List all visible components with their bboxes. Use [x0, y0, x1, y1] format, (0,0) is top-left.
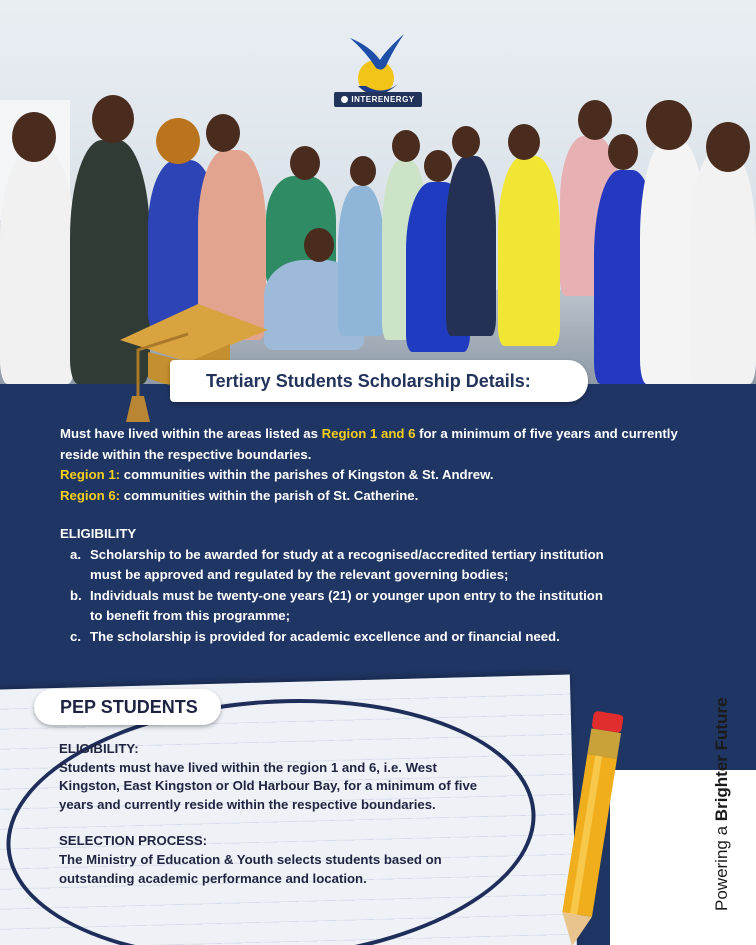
- tertiary-details: [60, 424, 690, 647]
- eligibility-item: [70, 586, 690, 627]
- pep-title: PEP STUDENTS: [34, 689, 221, 725]
- region-1-label: Region 1:: [60, 467, 121, 482]
- pep-selection-text: The Ministry of Education & Youth selects students based on outstanding academic performance and location.: [59, 851, 442, 886]
- pencil-icon: [536, 706, 626, 945]
- photo-person-head: [350, 156, 376, 186]
- photo-person: [690, 150, 756, 384]
- photo-person-head: [608, 134, 638, 170]
- brand-tagline: [712, 671, 732, 911]
- brand-badge-icon: [341, 96, 348, 103]
- photo-person: [338, 186, 384, 336]
- photo-person-head: [92, 95, 134, 143]
- region-6-label: Region 6:: [60, 487, 121, 503]
- eligibility-marker: c.: [70, 628, 81, 644]
- eligibility-text: The scholarship is provided for academic excellence and or financial need.: [90, 628, 560, 644]
- tagline-panel: [610, 770, 756, 945]
- brand-name: INTERENERGY: [351, 95, 415, 104]
- photo-person: [498, 156, 560, 346]
- tagline-prefix: Powering a: [712, 825, 731, 911]
- eligibility-text: Scholarship to be awarded for study at a recognised/accredited tertiary institution must be approved and regulated by the relevant governing bodies;: [90, 546, 604, 582]
- region-6-line: [60, 486, 690, 507]
- region-6-text: communities within the parish of St. Catherine.: [120, 487, 419, 503]
- eligibility-item: [70, 627, 690, 648]
- eligibility-heading: ELIGIBILITY: [60, 526, 137, 541]
- residency-text-end: for a minimum of five years and currently reside within the respective boundaries.: [60, 426, 678, 462]
- photo-person-head: [508, 124, 540, 160]
- residency-highlight: Region 1 and 6: [321, 426, 416, 441]
- photo-person-head: [392, 130, 420, 162]
- pep-eligibility-heading: ELIGIBILITY:: [59, 741, 139, 756]
- eligibility-text: Individuals must be twenty-one years (21) or younger upon entry to the institution to benefit from this programme;: [90, 587, 603, 623]
- brand-badge: [334, 92, 422, 107]
- eligibility-list: [70, 545, 690, 648]
- region-1-line: [60, 465, 690, 486]
- eligibility-item: [70, 545, 690, 586]
- photo-person-head: [304, 228, 334, 262]
- photo-person-head: [646, 100, 692, 150]
- group-photo: [0, 0, 756, 384]
- pep-selection-heading: SELECTION PROCESS:: [59, 833, 208, 849]
- tagline-bold: Brighter Future: [712, 697, 731, 822]
- tertiary-title: Tertiary Students Scholarship Details:: [170, 360, 588, 402]
- eligibility-marker: a.: [70, 546, 81, 562]
- residency-text: Must have lived within the areas listed as: [60, 426, 322, 441]
- photo-person-head: [424, 150, 452, 182]
- photo-person-head: [156, 118, 200, 164]
- residency-requirement: [60, 424, 690, 465]
- photo-person-head: [578, 100, 612, 140]
- photo-person: [446, 156, 496, 336]
- photo-person-head: [706, 122, 750, 172]
- region-1-text: communities within the parishes of Kingston & St. Andrew.: [120, 467, 494, 482]
- pep-details: [59, 740, 489, 888]
- photo-person-head: [12, 112, 56, 162]
- photo-person-head: [290, 146, 320, 180]
- photo-person: [0, 150, 75, 384]
- photo-person-head: [452, 126, 480, 158]
- photo-person-head: [206, 114, 240, 152]
- eligibility-marker: b.: [70, 587, 82, 603]
- pep-eligibility-text: Students must have lived within the region 1 and 6, i.e. West Kingston, East Kingston or Old Harbour Bay, for a minimum of five years and currently reside within the respective boundaries.: [59, 759, 478, 812]
